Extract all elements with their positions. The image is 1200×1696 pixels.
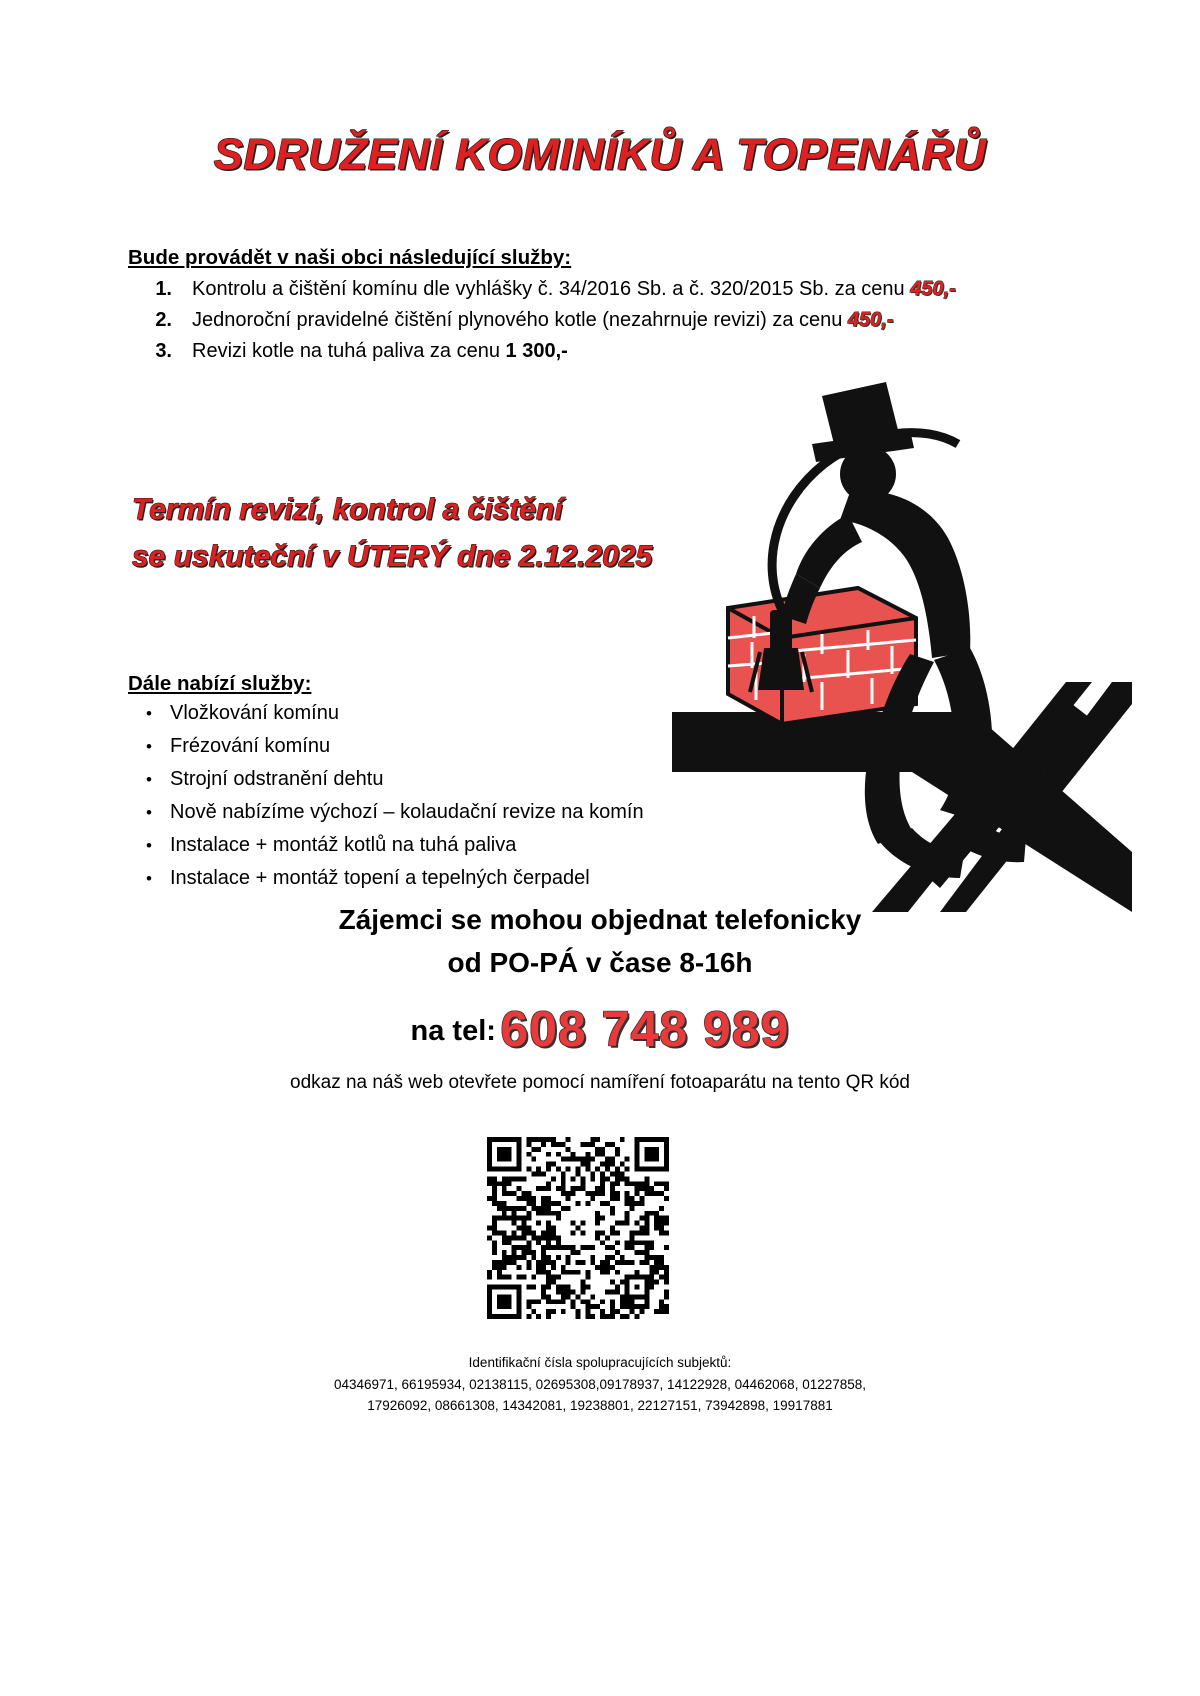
list-item-text-body: Jednoroční pravidelné čištění plynového kotle (nezahrnuje revizi) za cenu [192, 309, 848, 331]
more-services-heading: Dále nabízí služby: [128, 672, 312, 695]
list-item-text-body: Revizi kotle na tuhá paliva za cenu [192, 340, 506, 362]
numbered-services-list [128, 278, 1028, 371]
price-value: 450,- [910, 278, 956, 300]
qr-note: odkaz na náš web otevřete pomocí namíření fotoaparátu na tento QR kód [290, 1072, 910, 1093]
footer-line-3: 17926092, 08661308, 14342081, 19238801, 22127151, 73942898, 19917881 [367, 1398, 833, 1414]
bullet-icon: • [146, 836, 152, 855]
list-item-text [192, 278, 956, 301]
qr-code-canvas[interactable] [487, 1137, 669, 1319]
footer-line-1: Identifikační čísla spolupracujících subjektů: [468, 1355, 732, 1370]
list-item [128, 867, 928, 890]
telephone-number: 608 748 989 [500, 1001, 790, 1057]
order-info [0, 898, 1200, 985]
list-item-label: Nově nabízíme výchozí – kolaudační revize na komín [170, 801, 644, 823]
list-item [128, 309, 1028, 332]
list-item-label: Instalace + montáž kotlů na tuhá paliva [170, 834, 517, 856]
list-item-text [192, 340, 568, 363]
list-item [128, 278, 1028, 301]
list-item-label: Vložkování komínu [170, 702, 339, 724]
bullet-icon: • [146, 770, 152, 789]
list-item-label: Strojní odstranění dehtu [170, 768, 384, 790]
bullet-icon: • [146, 737, 152, 756]
list-item-text [192, 309, 894, 332]
list-item-index: 2. [155, 309, 172, 331]
bullet-icon: • [146, 704, 152, 723]
order-line-2: od PO-PÁ v čase 8-16h [447, 947, 753, 979]
list-item [128, 768, 928, 791]
more-services-list [128, 702, 928, 900]
list-item [128, 340, 1028, 363]
bullet-icon: • [146, 869, 152, 888]
list-item [128, 801, 928, 824]
list-item-text-body: Kontrolu a čištění komínu dle vyhlášky č. 34/2016 Sb. a č. 320/2015 Sb. za cenu [192, 278, 911, 300]
order-line-1: Zájemci se mohou objednat telefonicky [338, 904, 862, 935]
list-item-index: 1. [155, 278, 172, 300]
term-line-2: se uskuteční v ÚTERÝ dne 2.12.2025 [132, 539, 653, 573]
bullet-icon: • [146, 803, 152, 822]
price-value: 450,- [847, 309, 894, 331]
term-line-1: Termín revizí, kontrol a čištění [132, 493, 563, 526]
list-item [128, 735, 928, 758]
price-value: 1 300,- [505, 340, 568, 362]
footer-ids [0, 1352, 1200, 1417]
list-item-label: Frézování komínu [170, 735, 331, 757]
qr-code[interactable] [487, 1137, 669, 1319]
list-item [128, 834, 928, 857]
list-item [128, 702, 928, 725]
services-heading: Bude provádět v naši obci následující služby: [128, 246, 572, 269]
telephone-label: na tel: [410, 1015, 496, 1047]
list-item-label: Instalace + montáž topení a tepelných čerpadel [170, 867, 590, 889]
term-block [132, 487, 652, 580]
page-title: SDRUŽENÍ KOMINÍKŮ A TOPENÁŘŮ [213, 130, 987, 179]
footer-line-2: 04346971, 66195934, 02138115, 02695308,09178937, 14122928, 04462068, 01227858, [333, 1376, 867, 1392]
telephone-block [0, 1000, 1200, 1058]
list-item-index: 3. [155, 340, 172, 362]
